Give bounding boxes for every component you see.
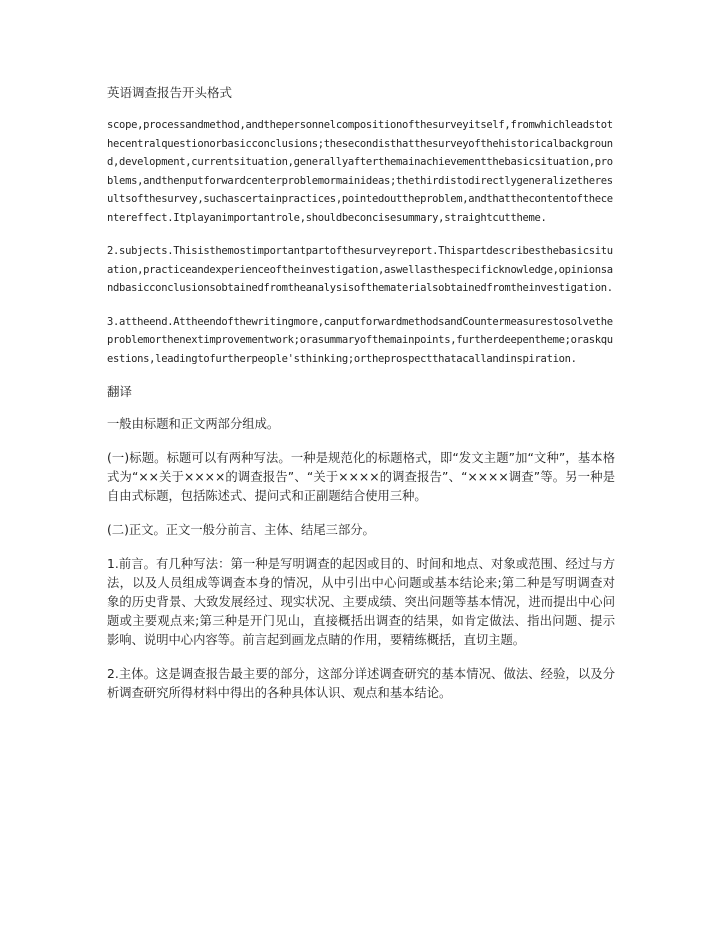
chinese-paragraph-intro: 一般由标题和正文两部分组成。: [107, 417, 280, 431]
english-paragraph-end: 3.attheend.Attheendofthewritingmore,canputforwardmethodsandCountermeasurestosolvetheproblemorthenextimprovementwork;orasummaryofthemainpoints,furtherdeepentheme;oraskquestions,leadingtofurtherpeople'sthinking;ortheprospectthatacallandinspiration.: [107, 315, 613, 365]
translation-heading: 翻译: [107, 384, 133, 399]
chinese-paragraph-title-section: (一)标题。标题可以有两种写法。一种是规范化的标题格式，即“发文主题”加“文种”，基本格式为“××关于××××的调查报告”、“关于××××的调查报告”、“××××调查”等。另一种是自由式标题，包括陈述式、提问式和正副题结合使用三种。: [107, 451, 615, 503]
english-paragraph-scope: scope,processandmethod,andthepersonnelcompositionofthesurveyitself,fromwhichleadstothecentralquestionorbasicconclusions;thesecondisthatthesurveyofthehistoricalbackground,development,currentsituation,generallyafterthemainachievementthebasicsituation,problems,andthenputforwardcenterproblemormainideas;thethirdistodirectlygeneralizetheresultsofthesurvey,suchascertainpractices,pointedouttheproblem,andthatthecontentofthecentereffect.Itplayanimportantrole,shouldbeconcisesummary,straightcuttheme.: [107, 119, 613, 224]
chinese-paragraph-body-section: (二)正文。正文一般分前言、主体、结尾三部分。: [107, 523, 375, 537]
chinese-paragraph-main-body: 2.主体。这是调查报告最主要的部分，这部分详述调查研究的基本情况、做法、经验，以及分析调查研究所得材料中得出的各种具体认识、观点和基本结论。: [107, 667, 615, 700]
document-page: [107, 84, 615, 718]
english-paragraph-subjects: 2.subjects.Thisisthemostimportantpartofthesurveyreport.Thispartdescribesthebasicsituation,practiceandexperienceoftheinvestigation,aswellasthespecificknowledge,opinionsandbasicconclusionsobtainedfromtheanalysisofthematerialsobtainedfromtheinvestigation.: [107, 245, 613, 294]
document-title: 英语调查报告开头格式: [107, 85, 233, 100]
chinese-paragraph-preface: 1.前言。有几种写法：第一种是写明调查的起因或目的、时间和地点、对象或范围、经过与方法，以及人员组成等调查本身的情况，从中引出中心问题或基本结论来;第二种是写明调查对象的历史背景、大致发展经过、现实状况、主要成绩、突出问题等基本情况，进而提出中心问题或主要观点来;第三种是开门见山，直接概括出调查的结果，如肯定做法、指出问题、提示影响、说明中心内容等。前言起到画龙点睛的作用，要精练概括，直切主题。: [107, 557, 615, 647]
